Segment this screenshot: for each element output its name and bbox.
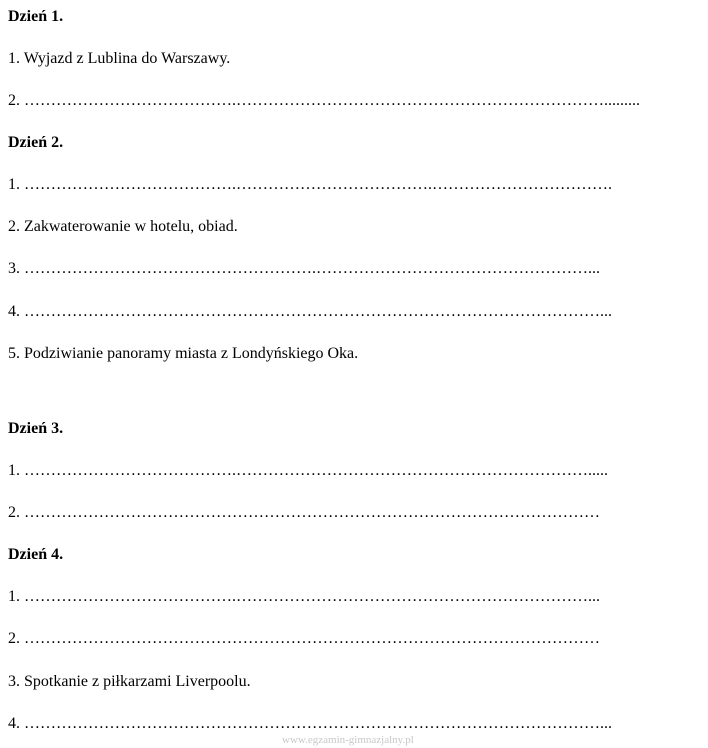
- day-2-item-1-blank: 1. ………………………………….……………………………….…………………………….: [8, 176, 612, 193]
- day-2-heading: Dzień 2.: [8, 134, 64, 151]
- day-2-item-3-blank: 3. ……………………………………………….……………………………………………...: [8, 260, 600, 277]
- watermark: www.egzamin-gimnazjalny.pl: [282, 734, 414, 746]
- day-3-item-2-blank: 2. ………………………………………………………………………………………………: [8, 504, 600, 521]
- day-1-item-1: 1. Wyjazd z Lublina do Warszawy.: [8, 50, 231, 67]
- day-3-heading: Dzień 3.: [8, 420, 64, 437]
- day-4-heading: Dzień 4.: [8, 546, 64, 563]
- day-2-item-5: 5. Podziwianie panoramy miasta z Londyńskiego Oka.: [8, 345, 359, 362]
- day-4-item-4-blank: 4. ………………………………………………………………………………………………...: [8, 715, 612, 732]
- day-1-heading: Dzień 1.: [8, 8, 64, 25]
- day-4-item-2-blank: 2. ………………………………………………………………………………………………: [8, 630, 600, 647]
- day-2-item-2: 2. Zakwaterowanie w hotelu, obiad.: [8, 218, 238, 235]
- day-1-item-2-blank: 2. ………………………………….…………………………………………………………….........: [8, 92, 640, 109]
- day-4-item-3: 3. Spotkanie z piłkarzami Liverpoolu.: [8, 673, 251, 690]
- day-3-item-1-blank: 1. ………………………………….………………………………………………………….....: [8, 462, 608, 479]
- day-2-item-4-blank: 4. ………………………………………………………………………………………………...: [8, 303, 612, 320]
- day-4-item-1-blank: 1. ………………………………….…………………………………………………………...: [8, 588, 600, 605]
